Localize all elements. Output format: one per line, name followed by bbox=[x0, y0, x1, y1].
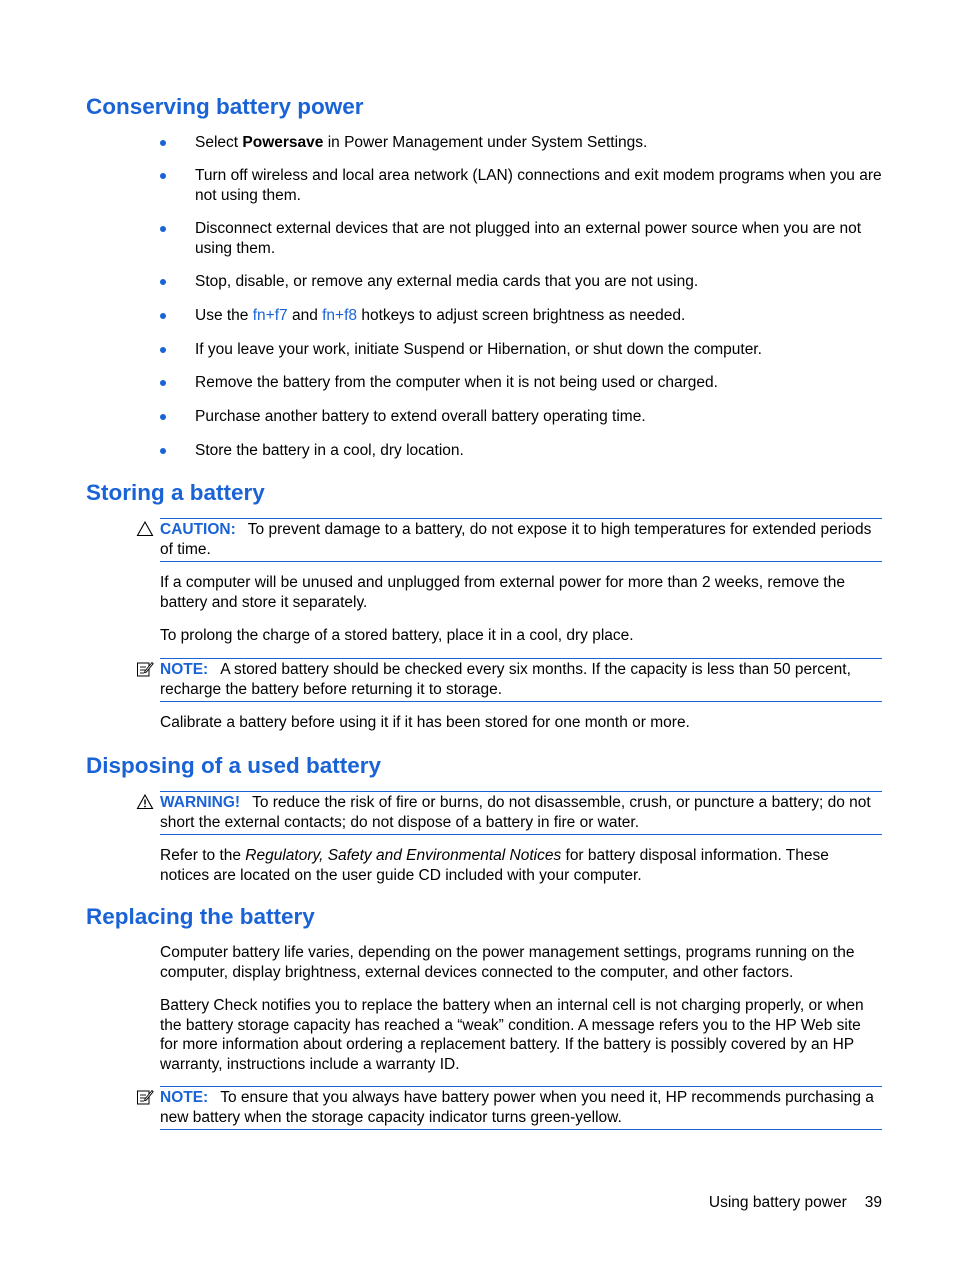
note-pencil-icon bbox=[136, 660, 154, 678]
caution-label: CAUTION: bbox=[160, 521, 236, 538]
bullet-dot-icon bbox=[160, 380, 166, 386]
list-item-text: If you leave your work, initiate Suspend or Hibernation, or shut down the computer. bbox=[195, 341, 762, 358]
heading-conserving-battery-power: Conserving battery power bbox=[86, 94, 364, 119]
heading-replacing-the-battery: Replacing the battery bbox=[86, 904, 315, 929]
paragraph: If a computer will be unused and unplugged from external power for more than 2 weeks, remove the battery and store it separately. bbox=[160, 574, 845, 611]
list-item-text: Use the fn+f7 and fn+f8 hotkeys to adjust screen brightness as needed. bbox=[195, 307, 686, 324]
heading-storing-a-battery: Storing a battery bbox=[86, 480, 265, 505]
warning-label: WARNING! bbox=[160, 794, 241, 811]
bullet-dot-icon bbox=[160, 313, 166, 319]
bullet-dot-icon bbox=[160, 279, 166, 285]
list-item-text: Purchase another battery to extend overall battery operating time. bbox=[195, 408, 646, 425]
warning-text: To reduce the risk of fire or burns, do not disassemble, crush, or puncture a battery; do not short the external contacts; do not dispose of a battery in fire or water. bbox=[160, 794, 871, 831]
caution-triangle-icon bbox=[136, 520, 154, 538]
list-item-text: Remove the battery from the computer when it is not being used or charged. bbox=[195, 374, 718, 391]
warning-notice bbox=[160, 791, 882, 835]
warning-triangle-icon bbox=[136, 793, 154, 811]
regulatory-notices-title: Regulatory, Safety and Environmental Notices bbox=[245, 847, 562, 864]
bullet-dot-icon bbox=[160, 414, 166, 420]
fn-f7-hotkey-link[interactable]: fn+f7 bbox=[252, 307, 288, 324]
bullet-dot-icon bbox=[160, 448, 166, 454]
bullet-dot-icon bbox=[160, 347, 166, 353]
page-number: 39 bbox=[864, 1194, 882, 1211]
list-item-text: Stop, disable, or remove any external media cards that you are not using. bbox=[195, 273, 699, 290]
paragraph: To prolong the charge of a stored battery, place it in a cool, dry place. bbox=[160, 627, 634, 644]
list-item-text: Disconnect external devices that are not plugged into an external power source when you are not using them. bbox=[195, 220, 862, 257]
note-label: NOTE: bbox=[160, 661, 209, 678]
note-label: NOTE: bbox=[160, 1089, 209, 1106]
note-notice bbox=[160, 658, 882, 702]
caution-notice bbox=[160, 518, 882, 562]
note-text: A stored battery should be checked every six months. If the capacity is less than 50 percent, recharge the battery before returning it to storage. bbox=[160, 661, 851, 698]
footer-section-title: Using battery power bbox=[708, 1194, 847, 1211]
note-notice bbox=[160, 1086, 882, 1130]
heading-disposing-of-a-used-battery: Disposing of a used battery bbox=[86, 753, 382, 778]
note-text: To ensure that you always have battery power when you need it, HP recommends purchasing a new battery when the storage capacity indicator turns green-yellow. bbox=[160, 1089, 874, 1126]
list-item-text: Select Powersave in Power Management under System Settings. bbox=[195, 134, 648, 151]
list-item-text: Turn off wireless and local area network (LAN) connections and exit modem programs when you are not using them. bbox=[195, 167, 882, 204]
paragraph: Refer to the Regulatory, Safety and Environmental Notices for battery disposal information. These notices are located on the user guide CD included with your computer. bbox=[160, 847, 829, 884]
caution-text: To prevent damage to a battery, do not expose it to high temperatures for extended periods of time. bbox=[160, 521, 872, 558]
bullet-dot-icon bbox=[160, 140, 166, 146]
bullet-dot-icon bbox=[160, 173, 166, 179]
fn-f8-hotkey-link[interactable]: fn+f8 bbox=[322, 307, 358, 324]
paragraph: Calibrate a battery before using it if it has been stored for one month or more. bbox=[160, 714, 690, 731]
paragraph: Computer battery life varies, depending on the power management settings, programs running on the computer, display brightness, external devices connected to the computer, and other factors. bbox=[160, 944, 855, 981]
page-footer bbox=[709, 1193, 882, 1212]
list-item-text: Store the battery in a cool, dry location. bbox=[195, 442, 464, 459]
paragraph: Battery Check notifies you to replace the battery when an internal cell is not charging properly, or when the battery storage capacity has reached a “weak” condition. A message refers you to the HP Web site for more information about ordering a replacement battery. If the battery is possibly covered by an HP warranty, instructions include a warranty ID. bbox=[160, 997, 864, 1073]
note-pencil-icon bbox=[136, 1088, 154, 1106]
bullet-dot-icon bbox=[160, 226, 166, 232]
